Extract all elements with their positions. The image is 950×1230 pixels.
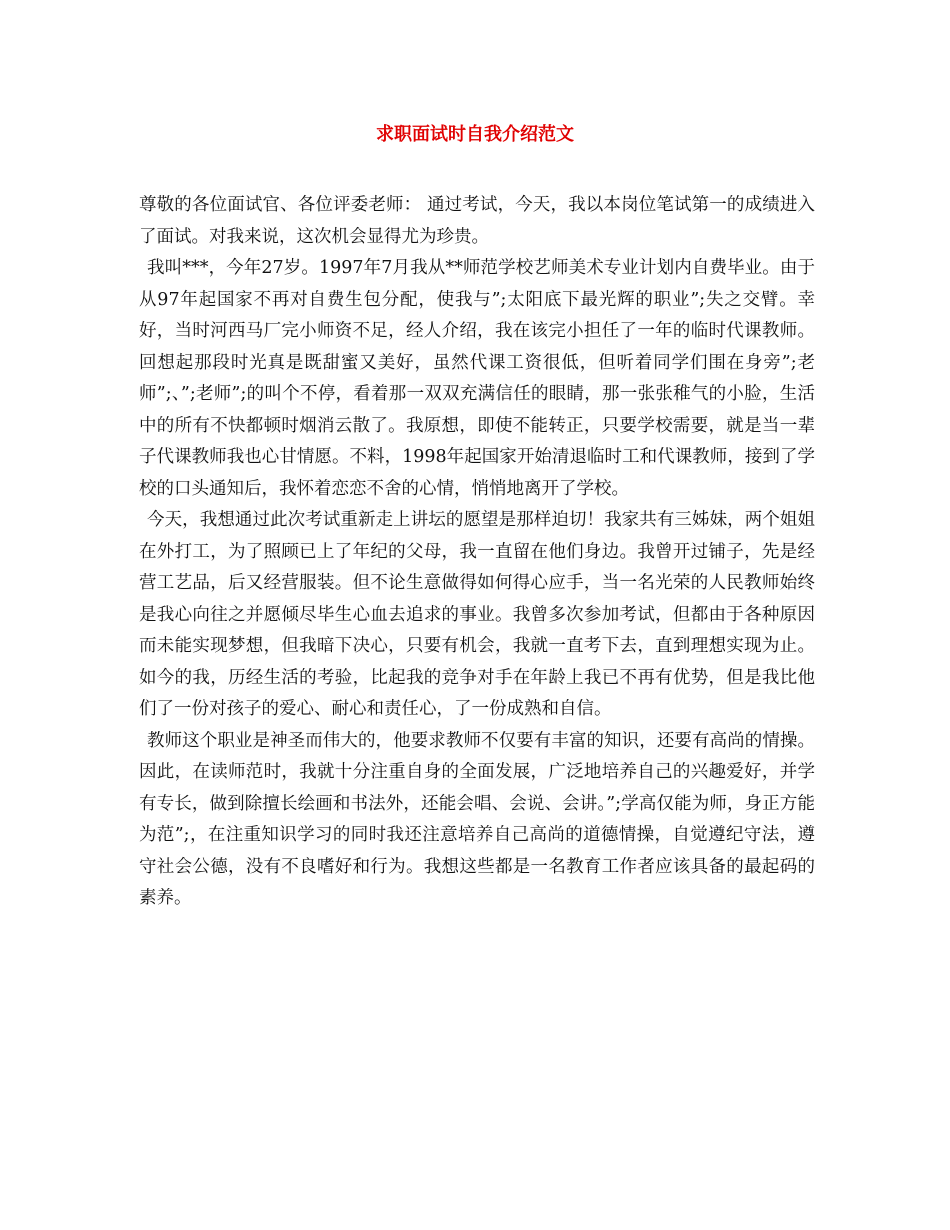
paragraph-aspiration: 今天，我想通过此次考试重新走上讲坛的愿望是那样迫切！我家共有三姊妹，两个姐姐在外打工，为了照顾已上了年纪的父母，我一直留在他们身边。我曾开过铺子，先是经营工艺品，后又经营服装。但不论生意做得如何得心应手，当一名光荣的人民教师始终是我心向往之并愿倾尽毕生心血去追求的事业。我曾多次参加考试，但都由于各种原因而未能实现梦想，但我暗下决心，只要有机会，我就一直考下去，直到理想实现为止。 如今的我，历经生活的考验，比起我的竞争对手在年龄上我已不再有优势，但是我比他们了一份对孩子的爱心、耐心和责任心，了一份成熟和自信。 bbox=[139, 510, 815, 719]
document-title: 求职面试时自我介绍范文 bbox=[376, 124, 574, 145]
paragraph-greeting: 尊敬的各位面试官、各位评委老师： 通过考试，今天，我以本岗位笔试第一的成绩进入了面试。对我来说，这次机会显得尤为珍贵。 bbox=[139, 195, 815, 247]
document-body bbox=[139, 190, 815, 915]
paragraph-qualities: 教师这个职业是神圣而伟大的，他要求教师不仅要有丰富的知识，还要有高尚的情操。因此，在读师范时，我就十分注重自身的全面发展，广泛地培养自己的兴趣爱好，并学有专长，做到除擅长绘画和书法外，还能会唱、会说、会讲。”;学高仅能为师，身正方能为范”;，在注重知识学习的同时我还注意培养自己高尚的道德情操，自觉遵纪守法，遵守社会公德，没有不良嗜好和行为。我想这些都是一名教育工作者应该具备的最起码的素养。 bbox=[139, 730, 815, 908]
paragraph-background: 我叫***，今年27岁。1997年7月我从**师范学校艺师美术专业计划内自费毕业。由于从97年起国家不再对自费生包分配，使我与”;太阳底下最光辉的职业”;失之交臂。幸好，当时河西马厂完小师资不足，经人介绍，我在该完小担任了一年的临时代课教师。 回想起那段时光真是既甜蜜又美好，虽然代课工资很低，但听着同学们围在身旁”;老师”;、”;老师”;的叫个不停，看着那一双双充满信任的眼睛，那一张张稚气的小脸，生活中的所有不快都顿时烟消云散了。我原想，即使不能转正，只要学校需要，就是当一辈子代课教师我也心甘情愿。不料，1998年起国家开始清退临时工和代课教师，接到了学校的口头通知后，我怀着恋恋不舍的心情，悄悄地离开了学校。 bbox=[139, 258, 815, 499]
